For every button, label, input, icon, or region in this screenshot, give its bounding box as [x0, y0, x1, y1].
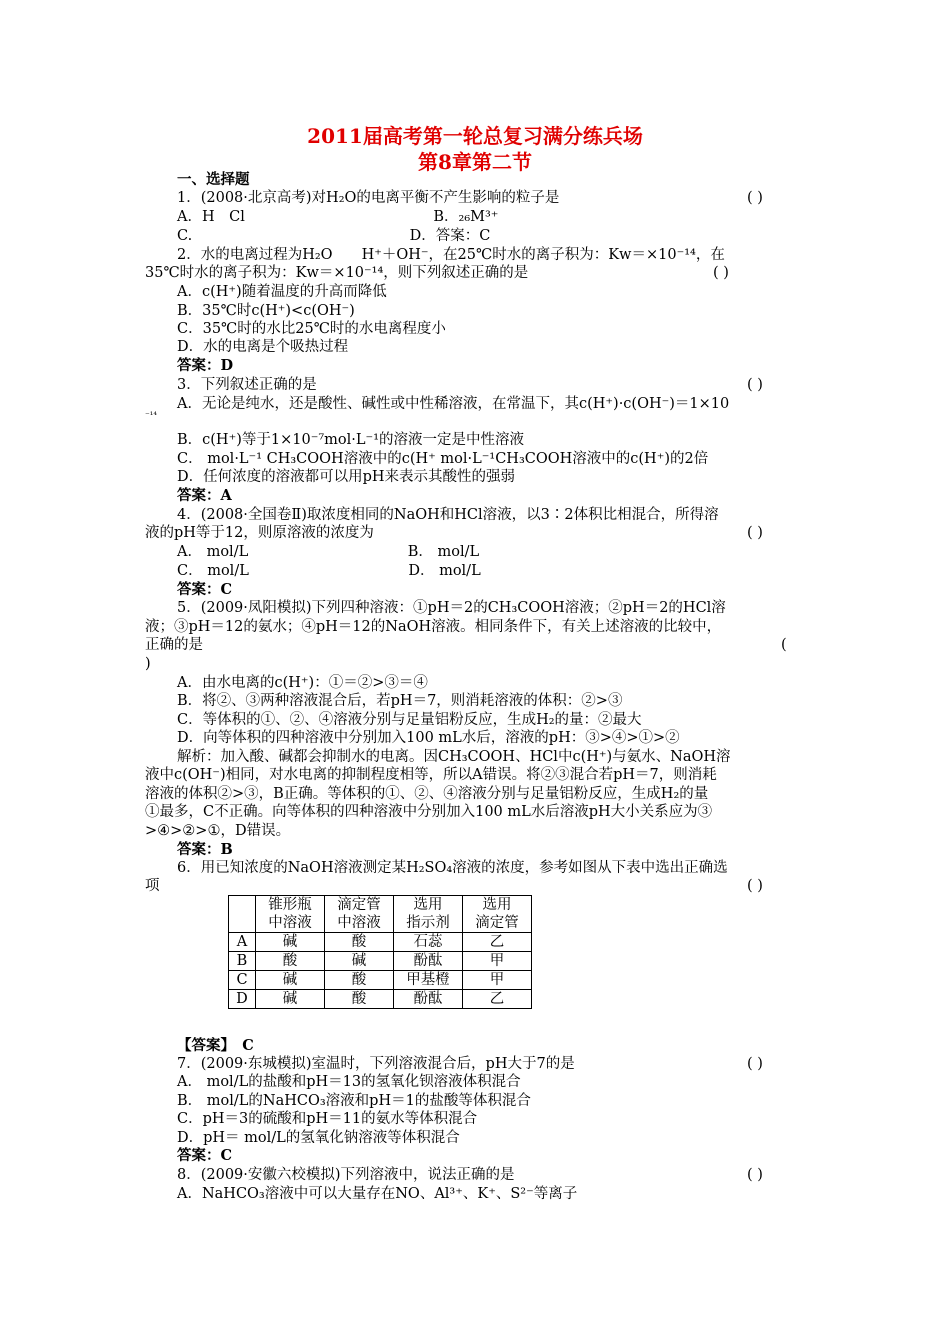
- answer-line: 答案：D: [177, 357, 234, 374]
- table-cell: 甲: [463, 952, 532, 971]
- row-key: C: [229, 971, 256, 990]
- table-cell: 酸: [325, 990, 394, 1009]
- option-line: C． mol/L D． mol/L: [177, 563, 481, 579]
- option-line: D．任何浓度的溶液都可以用pH来表示其酸性的强弱: [177, 469, 516, 485]
- analysis-line: 液中c(OH⁻)相同，对水电离的抑制程度相等，所以A错误。将②③混合若pH＝7，则消耗: [145, 767, 717, 783]
- question-5-cont: 液；③pH＝12的氨水；④pH＝12的NaOH溶液。相同条件下，有关上述溶液的比较中，: [145, 619, 722, 635]
- question-text: 8．(2009·安徽六校模拟)下列溶液中，说法正确的是: [177, 1167, 515, 1183]
- option-line-cont: ⁻¹⁴: [145, 411, 157, 421]
- question-text: 1．(2008·北京高考)对H₂O的电离平衡不产生影响的粒子是: [177, 190, 560, 206]
- answer-line: 答案：C: [177, 1147, 233, 1164]
- option-line: A．由水电离的c(H⁺)：①＝②>③＝④: [177, 675, 428, 691]
- document-title: 2011届高考第一轮总复习满分练兵场: [307, 124, 643, 148]
- option-line: A． mol/L B． mol/L: [177, 544, 480, 560]
- option-line: A．NaHCO₃溶液中可以大量存在NO、Al³⁺、K⁺、S²⁻等离子: [177, 1186, 578, 1202]
- table-cell: 石蕊: [394, 933, 463, 952]
- analysis-line: >④>②>①，D错误。: [145, 823, 291, 839]
- table-cell: 碱: [256, 990, 325, 1009]
- analysis-line: ①最多，C不正确。向等体积的四种溶液中分别加入100 mL水后溶液pH大小关系应为③: [145, 804, 713, 820]
- question-text: 35℃时水的离子积为：Kw＝×10⁻¹⁴，则下列叙述正确的是: [145, 265, 529, 281]
- table-cell: 酸: [325, 971, 394, 990]
- table-cell: 碱: [256, 971, 325, 990]
- option-line: D．水的电离是个吸热过程: [177, 339, 349, 355]
- answer-blank: (: [781, 637, 787, 653]
- question-1: [177, 189, 763, 207]
- question-4: 4．(2008·全国卷Ⅱ)取浓度相同的NaOH和HCl溶液，以3∶2体积比相混合，所得溶: [177, 507, 719, 523]
- question-text: 项: [145, 878, 160, 894]
- question-text: 正确的是: [145, 637, 203, 653]
- options-table: [228, 895, 532, 1009]
- question-4-cont: [145, 524, 763, 542]
- row-key: B: [229, 952, 256, 971]
- answer-blank: ( ): [747, 525, 763, 541]
- answer-line: 答案：C: [177, 581, 233, 598]
- answer-blank: ( ): [747, 190, 763, 206]
- question-2-cont: [145, 264, 729, 282]
- answer-blank: ( ): [747, 1056, 763, 1072]
- option-line: C． mol·L⁻¹ CH₃COOH溶液中的c(H⁺ mol·L⁻¹CH₃COOH溶液中的c(H⁺)的2倍: [177, 451, 709, 467]
- analysis-line: 解析：加入酸、碱都会抑制水的电离。因CH₃COOH、HCl中c(H⁺)与氨水、NaOH溶: [177, 749, 731, 765]
- table-cell: 乙: [463, 933, 532, 952]
- question-5-cont: [145, 636, 787, 654]
- option-line: A． mol/L的盐酸和pH＝13的氢氧化钡溶液体积混合: [177, 1074, 521, 1090]
- answer-blank: ( ): [713, 265, 729, 281]
- option-line: A．无论是纯水，还是酸性、碱性或中性稀溶液，在常温下，其c(H⁺)·c(OH⁻)＝1×10: [177, 396, 730, 412]
- table-header-cell: 锥形瓶 中溶液: [256, 896, 325, 933]
- option-line: A．H Cl B．₂₆M³⁺: [177, 209, 499, 225]
- option-line: C．35℃时的水比25℃时的水电离程度小: [177, 321, 446, 337]
- option-line: C．pH＝3的硫酸和pH＝11的氨水等体积混合: [177, 1111, 478, 1127]
- table-header-cell: 滴定管 中溶液: [325, 896, 394, 933]
- table-cell: 乙: [463, 990, 532, 1009]
- table-cell: 甲: [463, 971, 532, 990]
- table-cell: 酸: [325, 933, 394, 952]
- table-cell: 酚酞: [394, 952, 463, 971]
- option-line: A．c(H⁺)随着温度的升高而降低: [177, 284, 387, 300]
- answer-blank: ( ): [747, 377, 763, 393]
- question-5: 5．(2009·凤阳模拟)下列四种溶液：①pH＝2的CH₃COOH溶液；②pH＝2的HCl溶: [177, 600, 726, 616]
- table-cell: 碱: [256, 933, 325, 952]
- question-text: 3．下列叙述正确的是: [177, 377, 317, 393]
- chapter-subtitle: 第8章第二节: [418, 150, 532, 174]
- option-line: B．将②、③两种溶液混合后，若pH＝7，则消耗溶液的体积：②>③: [177, 693, 623, 709]
- table-cell: 酸: [256, 952, 325, 971]
- question-6: 6．用已知浓度的NaOH溶液测定某H₂SO₄溶液的浓度，参考如图从下表中选出正确选: [177, 860, 728, 876]
- question-text: 液的pH等于12，则原溶液的浓度为: [145, 525, 374, 541]
- table-cell: 酚酞: [394, 990, 463, 1009]
- table-header-cell: 选用 指示剂: [394, 896, 463, 933]
- question-6-cont: [145, 877, 763, 895]
- table-row: [229, 990, 532, 1009]
- table-header-cell: 选用 滴定管: [463, 896, 532, 933]
- answer-blank: ( ): [747, 878, 763, 894]
- option-line: C．等体积的①、②、④溶液分别与足量铝粉反应，生成H₂的量：②最大: [177, 712, 642, 728]
- table-cell: 碱: [325, 952, 394, 971]
- question-7: [177, 1055, 763, 1073]
- question-8: [177, 1166, 763, 1184]
- table-row: [229, 971, 532, 990]
- question-2: 2．水的电离过程为H₂O H⁺＋OH⁻，在25℃时水的离子积为：Kw＝×10⁻¹⁴，在: [177, 247, 725, 263]
- answer-blank: ( ): [747, 1167, 763, 1183]
- question-text: 7．(2009·东城模拟)室温时，下列溶液混合后，pH大于7的是: [177, 1056, 575, 1072]
- answer-blank-close: ): [145, 656, 151, 672]
- option-line: B． mol/L的NaHCO₃溶液和pH＝1的盐酸等体积混合: [177, 1093, 531, 1109]
- option-line: B．c(H⁺)等于1×10⁻⁷mol·L⁻¹的溶液一定是中性溶液: [177, 432, 525, 448]
- row-key: A: [229, 933, 256, 952]
- table-header-row: [229, 896, 532, 933]
- analysis-line: 溶液的体积②>③，B正确。等体积的①、②、④溶液分别与足量铝粉反应，生成H₂的量: [145, 786, 709, 802]
- option-line: C. D．答案：C: [177, 228, 491, 244]
- option-line: D．pH＝ mol/L的氢氧化钠溶液等体积混合: [177, 1130, 460, 1146]
- answer-line: 答案：B: [177, 841, 233, 858]
- answer-line: 【答案】 C: [177, 1037, 254, 1054]
- table-corner-cell: [229, 896, 256, 933]
- option-line: B．35℃时c(H⁺)<c(OH⁻): [177, 303, 355, 319]
- table-row: [229, 933, 532, 952]
- section-heading: 一、选择题: [177, 171, 250, 188]
- answer-line: 答案：A: [177, 487, 232, 504]
- table-cell: 甲基橙: [394, 971, 463, 990]
- table-row: [229, 952, 532, 971]
- question-3: [177, 376, 763, 394]
- row-key: D: [229, 990, 256, 1009]
- option-line: D．向等体积的四种溶液中分别加入100 mL水后，溶液的pH：③>④>①>②: [177, 730, 680, 746]
